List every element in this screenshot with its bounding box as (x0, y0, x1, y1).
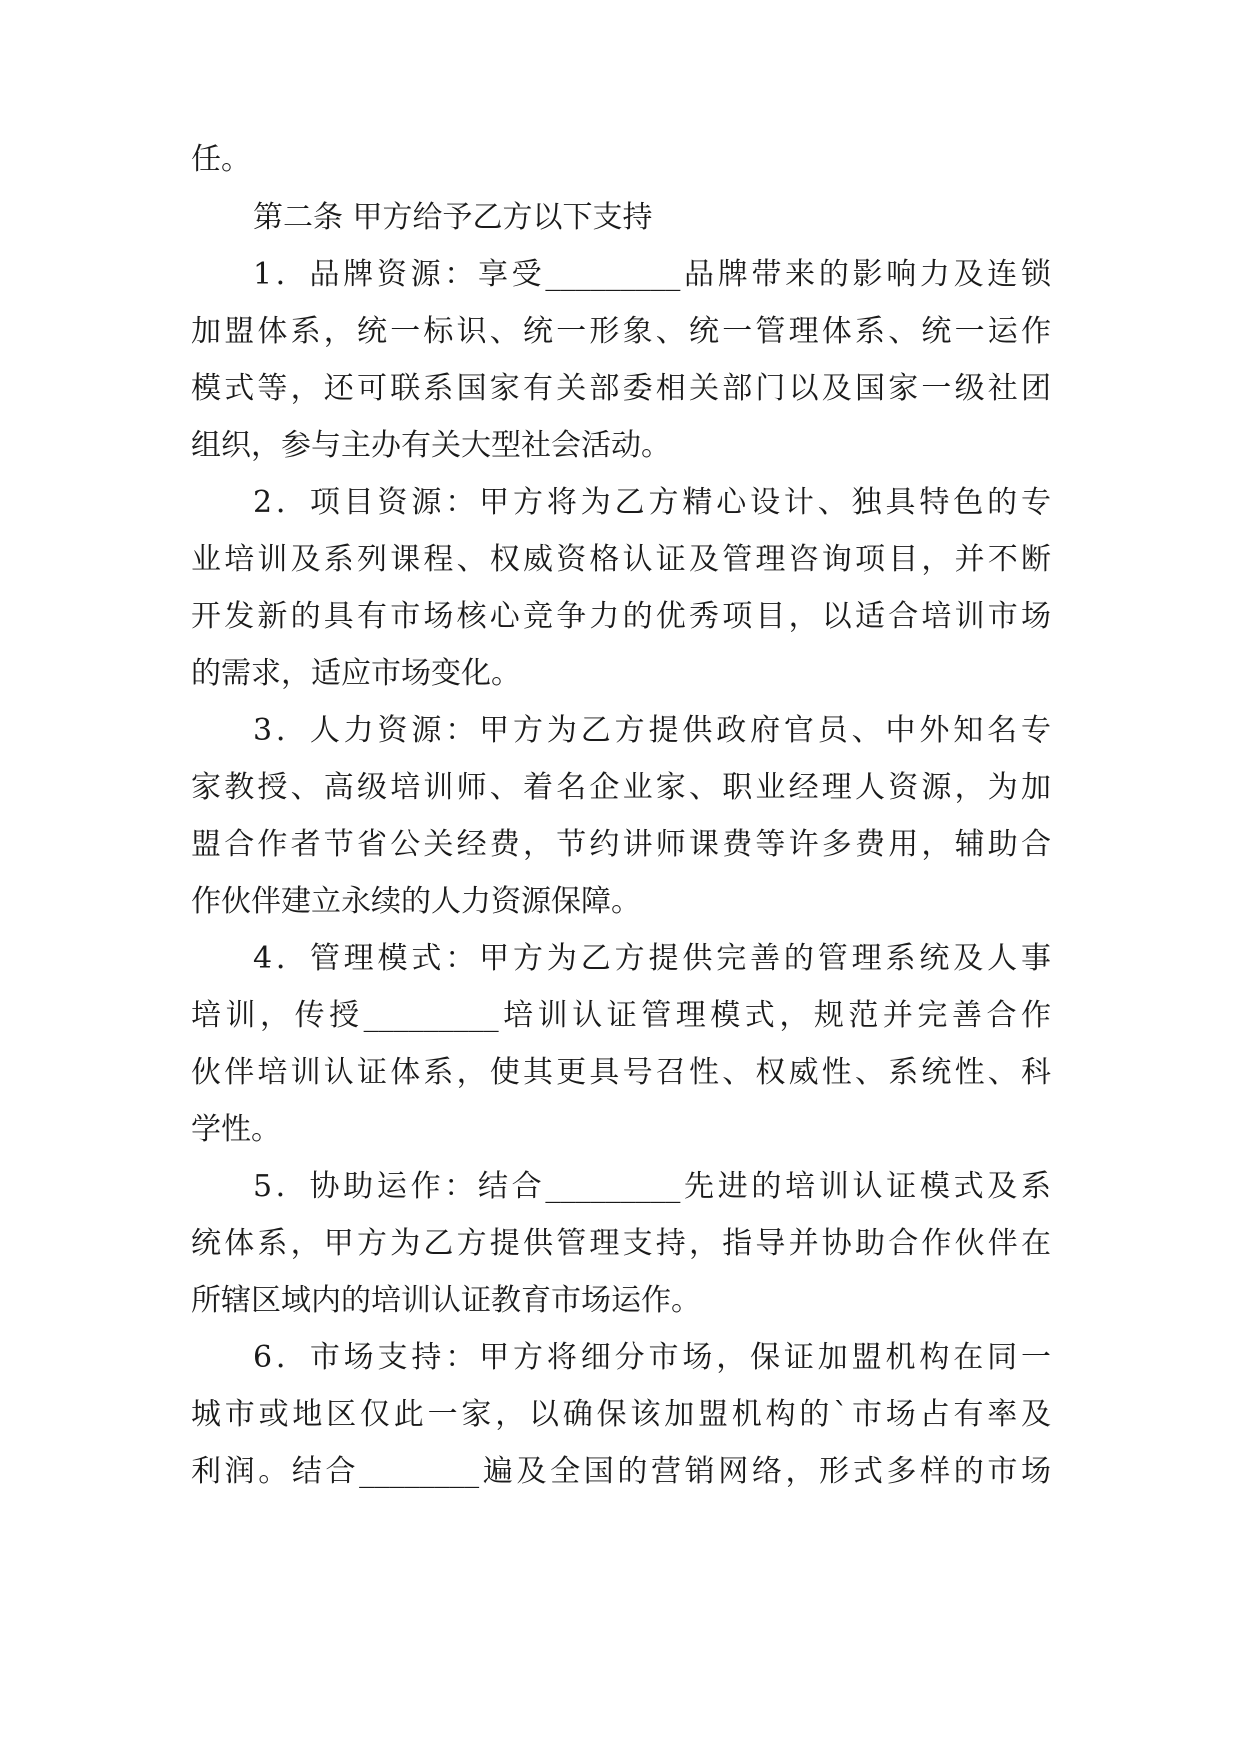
text-line: 模式等，还可联系国家有关部委相关部门以及国家一级社团 (191, 371, 1051, 406)
text-line: 6．市场支持：甲方将细分市场，保证加盟机构在同一 (253, 1340, 1051, 1375)
text-line: 利润。结合________遍及全国的营销网络，形式多样的市场 (191, 1454, 1051, 1489)
text-line: 业培训及系列课程、权威资格认证及管理咨询项目，并不断 (191, 542, 1051, 577)
text-line: 4．管理模式：甲方为乙方提供完善的管理系统及人事 (253, 941, 1051, 976)
text-line: 盟合作者节省公关经费，节约讲师课费等许多费用，辅助合 (191, 827, 1051, 862)
text-line: 学性。 (191, 1112, 281, 1147)
text-line: 城市或地区仅此一家，以确保该加盟机构的`市场占有率及 (191, 1397, 1051, 1432)
text-line: 3．人力资源：甲方为乙方提供政府官员、中外知名专 (253, 713, 1051, 748)
text-line: 统体系，甲方为乙方提供管理支持，指导并协助合作伙伴在 (191, 1226, 1051, 1261)
text-line: 伙伴培训认证体系，使其更具号召性、权威性、系统性、科 (191, 1055, 1051, 1090)
text-line: 的需求，适应市场变化。 (191, 656, 521, 691)
text-line: 作伙伴建立永续的人力资源保障。 (191, 884, 641, 919)
text-line: 5．协助运作：结合_________先进的培训认证模式及系 (253, 1169, 1051, 1204)
text-line: 所辖区域内的培训认证教育市场运作。 (191, 1283, 701, 1318)
text-line: 加盟体系，统一标识、统一形象、统一管理体系、统一运作 (191, 314, 1051, 349)
text-line: 1．品牌资源：享受_________品牌带来的影响力及连锁 (253, 257, 1051, 292)
text-line: 家教授、高级培训师、着名企业家、职业经理人资源，为加 (191, 770, 1051, 805)
text-line: 组织，参与主办有关大型社会活动。 (191, 428, 671, 463)
text-line: 2．项目资源：甲方将为乙方精心设计、独具特色的专 (253, 485, 1051, 520)
text-line: 培训，传授_________培训认证管理模式，规范并完善合作 (191, 998, 1051, 1033)
article-heading: 第二条 甲方给予乙方以下支持 (253, 200, 653, 235)
text-line: 任。 (191, 142, 251, 177)
text-line: 开发新的具有市场核心竞争力的优秀项目，以适合培训市场 (191, 599, 1051, 634)
